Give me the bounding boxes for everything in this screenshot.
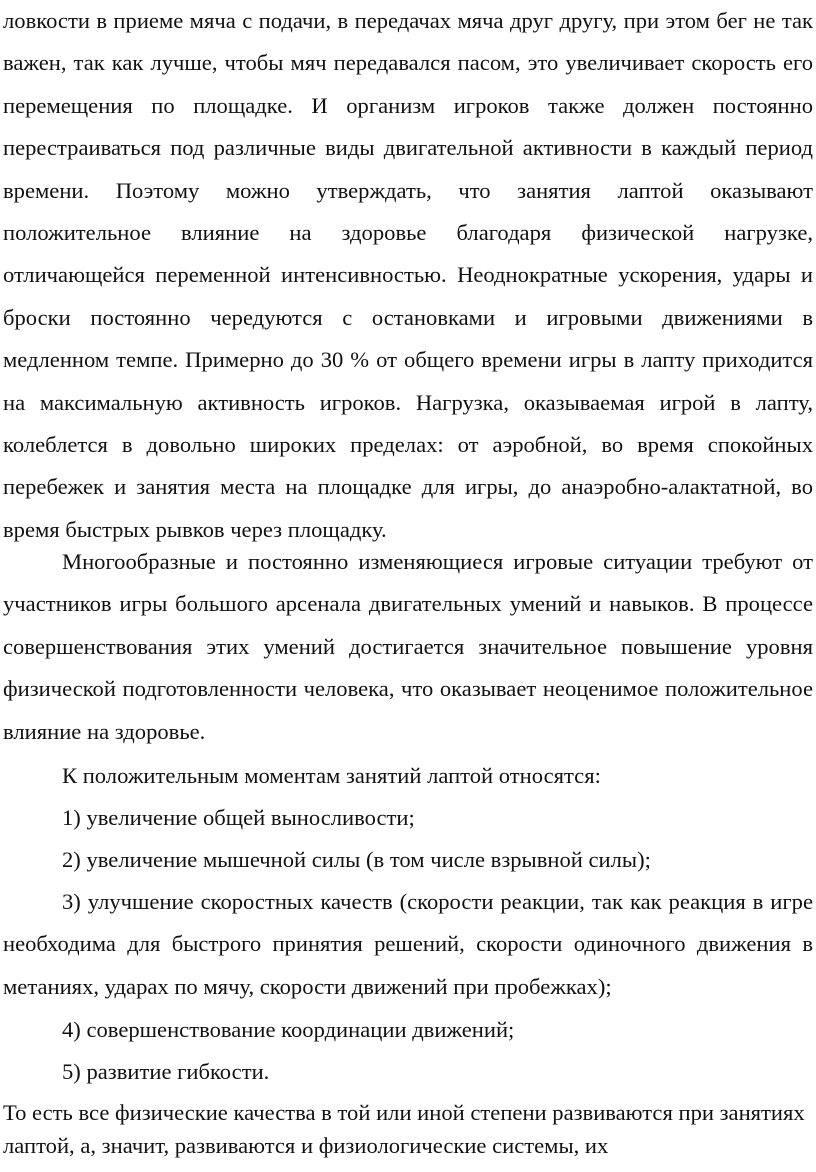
list-item: 3) улучшение скоростных качеств (скорости реакции, так как реакция в игре необходима для быстрого принятия решений, скорости одиночного движения в метаниях, ударах по мячу, скорости движений при пробежках); — [3, 889, 813, 999]
paragraph-body-2: Многообразные и постоянно изменяющиеся игровые ситуации требуют от участников игры большого арсенала двигательных умений и навыков. В процессе совершенствования этих умений достигается значительное повышение уровня физической подготовленности человека, что оказывает неоценимое положительное влияние на здоровье. — [3, 549, 813, 744]
list-item: 1) увеличение общей выносливости; — [62, 805, 415, 830]
paragraph-list-intro: К положительным моментам занятий лаптой относятся: — [62, 763, 601, 788]
list-item: 5) развитие гибкости. — [62, 1059, 270, 1084]
paragraph-body-1: ловкости в приеме мяча с подачи, в передачах мяча друг другу, при этом бег не так важен, так как лучше, чтобы мяч передавался пасом, это увеличивает скорость его перемещения по площадке. И организм игроков также должен постоянно перестраиваться под различные виды двигательной активности в каждый период времени. Поэтому можно утверждать, что занятия лаптой оказывают положительное влияние на здоровье благодаря физической нагрузке, отличающейся переменной интенсивностью. Неоднократные ускорения, удары и броски постоянно чередуются с остановками и игровыми движениями в медленном темпе. Примерно до 30 % от общего времени игры в лапту приходится на максимальную активность игроков. Нагрузка, оказываемая игрой в лапту, колеблется в довольно широких пределах: от аэробной, во время спокойных перебежек и занятия места на площадке для игры, до анаэробно-алактатной, во время быстрых рывков через площадку. — [3, 8, 813, 542]
list-item: 2) увеличение мышечной силы (в том числе взрывной силы); — [62, 847, 651, 872]
list-item: 4) совершенствование координации движений; — [62, 1017, 515, 1042]
paragraph-conclusion: То есть все физические качества в той или иной степени развиваются при занятиях лаптой, а, значит, развиваются и физиологические системы, их — [3, 1100, 805, 1158]
